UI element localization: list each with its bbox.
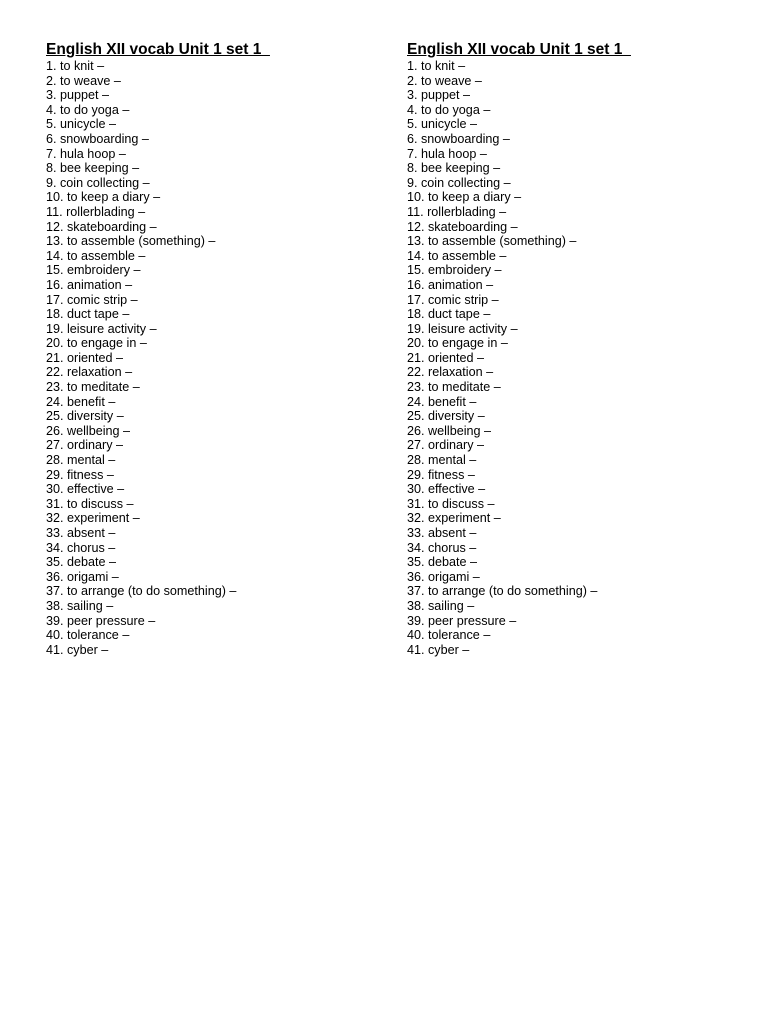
- vocab-item: 39. peer pressure –: [407, 613, 517, 628]
- vocab-item: 35. debate –: [46, 555, 117, 570]
- vocab-item: 29. fitness –: [407, 467, 475, 482]
- vocab-item: 7. hula hoop –: [407, 146, 487, 161]
- vocab-item: 33. absent –: [407, 526, 477, 540]
- vocab-item: 13. to assemble (something) –: [407, 234, 577, 249]
- vocab-item: 5. unicycle –: [46, 117, 117, 132]
- vocab-item: 5. unicycle –: [407, 117, 478, 132]
- vocab-item: 37. to arrange (to do something) –: [46, 584, 237, 599]
- vocab-item: 24. benefit –: [46, 394, 116, 409]
- vocab-item: 26. wellbeing –: [46, 423, 131, 438]
- vocab-item: 7. hula hoop –: [46, 146, 126, 161]
- vocab-item: 32. experiment –: [46, 511, 140, 526]
- vocab-item: 12. skateboarding –: [407, 219, 518, 234]
- vocab-item: 18. duct tape –: [46, 307, 130, 322]
- vocab-item: 33. absent –: [46, 526, 116, 540]
- vocab-item: 11. rollerblading –: [407, 204, 507, 219]
- vocab-item: 11. rollerblading –: [46, 204, 146, 219]
- vocab-item: 25. diversity –: [46, 409, 124, 424]
- vocab-item: 38. sailing –: [407, 598, 475, 613]
- vocab-item: 31. to discuss –: [46, 496, 134, 511]
- vocab-item: 29. fitness –: [46, 467, 114, 482]
- vocab-item: 2. to weave –: [46, 73, 121, 88]
- vocab-item: 27. ordinary –: [407, 438, 485, 453]
- vocab-item: 23. to meditate –: [46, 380, 140, 395]
- vocab-list: [407, 59, 737, 657]
- vocab-column-right: [407, 40, 737, 657]
- vocab-item: 36. origami –: [46, 569, 119, 584]
- vocab-item: 40. tolerance –: [46, 628, 130, 643]
- vocab-item: 34. chorus –: [407, 540, 477, 555]
- vocab-item: 40. tolerance –: [407, 628, 491, 643]
- vocab-item: 16. animation –: [407, 277, 494, 292]
- vocab-item: 9. coin collecting –: [407, 175, 511, 190]
- vocab-item: 23. to meditate –: [407, 380, 501, 395]
- vocab-item: 41. cyber –: [407, 642, 470, 657]
- vocab-item: 3. puppet –: [46, 88, 110, 103]
- vocab-item: 20. to engage in –: [46, 336, 147, 351]
- vocab-item: 1. to knit –: [407, 59, 466, 73]
- vocab-item: 28. mental –: [407, 453, 477, 468]
- vocab-item: 3. puppet –: [407, 88, 471, 103]
- vocab-item: 38. sailing –: [46, 598, 114, 613]
- vocab-item: 15. embroidery –: [407, 263, 502, 278]
- vocab-list: [46, 59, 376, 657]
- vocab-item: 14. to assemble –: [46, 248, 146, 263]
- vocab-item: 8. bee keeping –: [46, 161, 140, 176]
- vocab-item: 31. to discuss –: [407, 496, 495, 511]
- vocab-item: 14. to assemble –: [407, 248, 507, 263]
- document-title: English XII vocab Unit 1 set 1: [407, 41, 631, 58]
- vocab-item: 19. leisure activity –: [407, 321, 518, 336]
- vocab-item: 32. experiment –: [407, 511, 501, 526]
- vocab-item: 39. peer pressure –: [46, 613, 156, 628]
- vocab-item: 35. debate –: [407, 555, 478, 570]
- vocab-item: 41. cyber –: [46, 642, 109, 657]
- vocab-column-left: [46, 40, 376, 657]
- vocab-item: 9. coin collecting –: [46, 175, 150, 190]
- vocab-item: 37. to arrange (to do something) –: [407, 584, 598, 599]
- vocab-item: 8. bee keeping –: [407, 161, 501, 176]
- vocab-item: 10. to keep a diary –: [46, 190, 161, 205]
- vocab-item: 17. comic strip –: [46, 292, 138, 307]
- vocab-item: 13. to assemble (something) –: [46, 234, 216, 249]
- vocab-item: 27. ordinary –: [46, 438, 124, 453]
- vocab-item: 17. comic strip –: [407, 292, 499, 307]
- vocab-item: 21. oriented –: [407, 350, 485, 365]
- vocab-item: 4. to do yoga –: [407, 102, 491, 117]
- vocab-item: 30. effective –: [407, 482, 486, 497]
- vocab-item: 6. snowboarding –: [46, 131, 149, 146]
- vocab-item: 12. skateboarding –: [46, 219, 157, 234]
- vocab-item: 28. mental –: [46, 453, 116, 468]
- vocab-item: 21. oriented –: [46, 350, 124, 365]
- vocab-item: 15. embroidery –: [46, 263, 141, 278]
- vocab-item: 26. wellbeing –: [407, 423, 492, 438]
- vocab-item: 18. duct tape –: [407, 307, 491, 322]
- vocab-item: 19. leisure activity –: [46, 321, 157, 336]
- vocab-item: 6. snowboarding –: [407, 131, 510, 146]
- vocab-item: 10. to keep a diary –: [407, 190, 522, 205]
- vocab-item: 34. chorus –: [46, 540, 116, 555]
- vocab-item: 30. effective –: [46, 482, 125, 497]
- vocab-item: 22. relaxation –: [46, 365, 133, 380]
- vocab-item: 36. origami –: [407, 569, 480, 584]
- vocab-item: 1. to knit –: [46, 59, 105, 73]
- vocab-item: 4. to do yoga –: [46, 102, 130, 117]
- vocab-item: 20. to engage in –: [407, 336, 508, 351]
- vocab-item: 2. to weave –: [407, 73, 482, 88]
- vocab-item: 25. diversity –: [407, 409, 485, 424]
- document-title: English XII vocab Unit 1 set 1: [46, 41, 270, 58]
- vocab-item: 16. animation –: [46, 277, 133, 292]
- vocab-item: 22. relaxation –: [407, 365, 494, 380]
- vocab-item: 24. benefit –: [407, 394, 477, 409]
